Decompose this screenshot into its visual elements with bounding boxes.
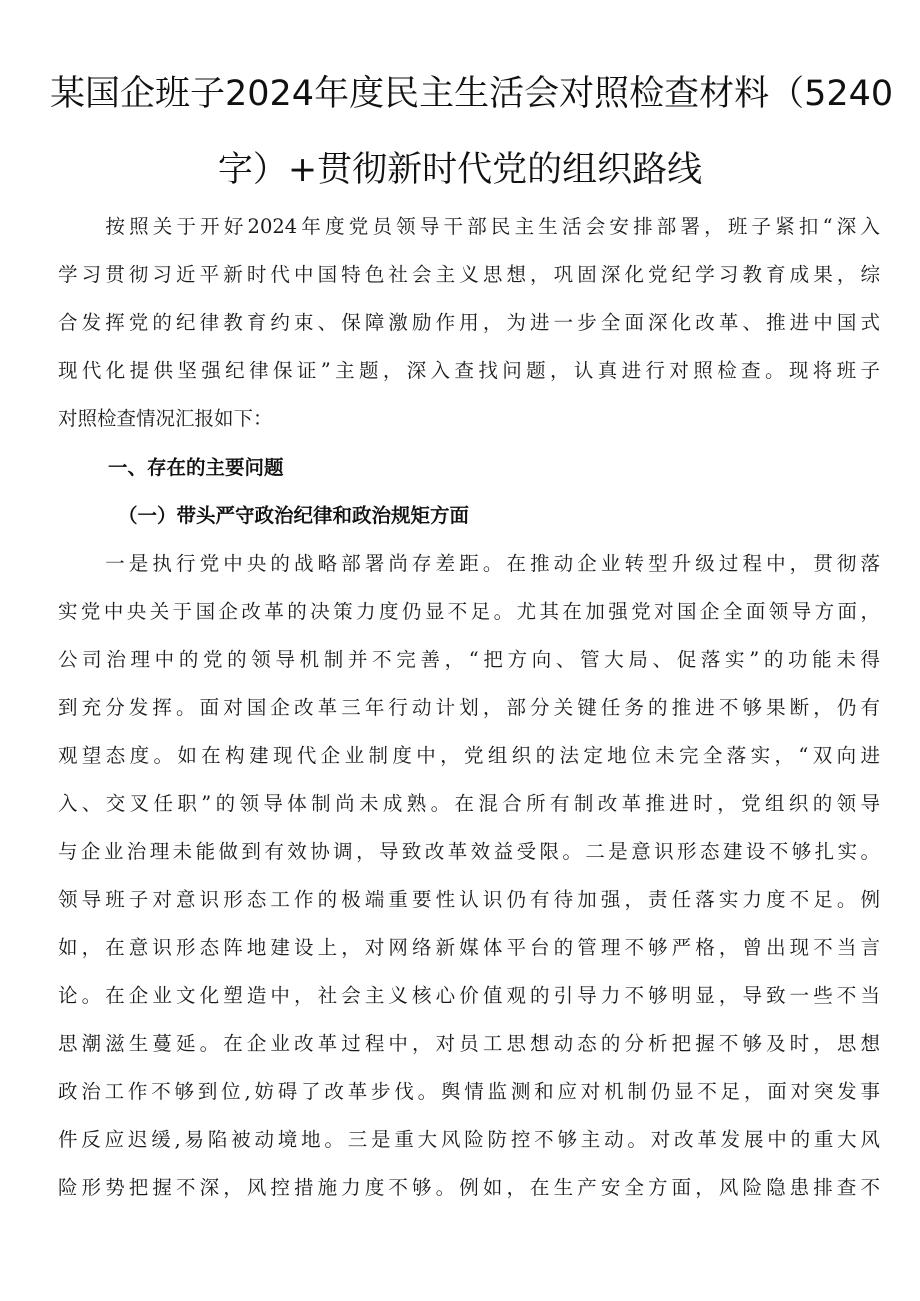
body-paragraph-line: 一是执行党中央的战略部署尚存差距。在推动企业转型升级过程中，贯彻落 <box>58 552 880 575</box>
intro-paragraph-line: 对照检查情况汇报如下： <box>58 407 273 430</box>
body-paragraph-line: 实党中央关于国企改革的决策力度仍显不足。尤其在加强党对国企全面领导方面， <box>58 600 880 623</box>
body-paragraph-line: 思潮滋生蔓延。在企业改革过程中，对员工思想动态的分析把握不够及时，思想 <box>58 1032 880 1055</box>
body-paragraph-line: 到充分发挥。面对国企改革三年行动计划，部分关键任务的推进不够果断，仍有 <box>58 696 880 719</box>
section-heading: 一、存在的主要问题 <box>108 456 284 479</box>
intro-paragraph-line: 学习贯彻习近平新时代中国特色社会主义思想，巩固深化党纪学习教育成果，综 <box>58 263 880 286</box>
body-paragraph-line: 与企业治理未能做到有效协调，导致改革效益受限。二是意识形态建设不够扎实。 <box>58 840 880 863</box>
body-paragraph-line: 入、交叉任职”的领导体制尚未成熟。在混合所有制改革推进时，党组织的领导 <box>58 792 880 815</box>
document-title-line-2: 字）+贯彻新时代党的组织路线 <box>217 150 703 190</box>
body-paragraph-line: 险形势把握不深，风控措施力度不够。例如，在生产安全方面，风险隐患排查不 <box>58 1176 880 1199</box>
body-paragraph-line: 件反应迟缓,易陷被动境地。三是重大风险防控不够主动。对改革发展中的重大风 <box>58 1128 880 1151</box>
body-paragraph-line: 公司治理中的党的领导机制并不完善，“把方向、管大局、促落实”的功能未得 <box>58 648 880 671</box>
intro-paragraph-line: 按照关于开好2024年度党员领导干部民主生活会安排部署，班子紧扣“深入 <box>58 215 880 238</box>
body-paragraph-line: 论。在企业文化塑造中，社会主义核心价值观的引导力不够明显，导致一些不当 <box>58 984 880 1007</box>
intro-paragraph-line: 合发挥党的纪律教育约束、保障激励作用，为进一步全面深化改革、推进中国式 <box>58 311 880 334</box>
intro-paragraph-line: 现代化提供坚强纪律保证”主题，深入查找问题，认真进行对照检查。现将班子 <box>58 359 880 382</box>
body-paragraph-line: 政治工作不够到位,妨碍了改革步伐。舆情监测和应对机制仍显不足，面对突发事 <box>58 1080 880 1103</box>
body-paragraph-line: 观望态度。如在构建现代企业制度中，党组织的法定地位未完全落实，“双向进 <box>58 744 880 767</box>
body-paragraph-line: 如，在意识形态阵地建设上，对网络新媒体平台的管理不够严格，曾出现不当言 <box>58 936 880 959</box>
subsection-heading: （一）带头严守政治纪律和政治规矩方面 <box>118 504 470 527</box>
document-title-line-1: 某国企班子2024年度民主生活会对照检查材料（5240 <box>50 74 894 114</box>
body-paragraph-line: 领导班子对意识形态工作的极端重要性认识仍有待加强，责任落实力度不足。例 <box>58 888 880 911</box>
